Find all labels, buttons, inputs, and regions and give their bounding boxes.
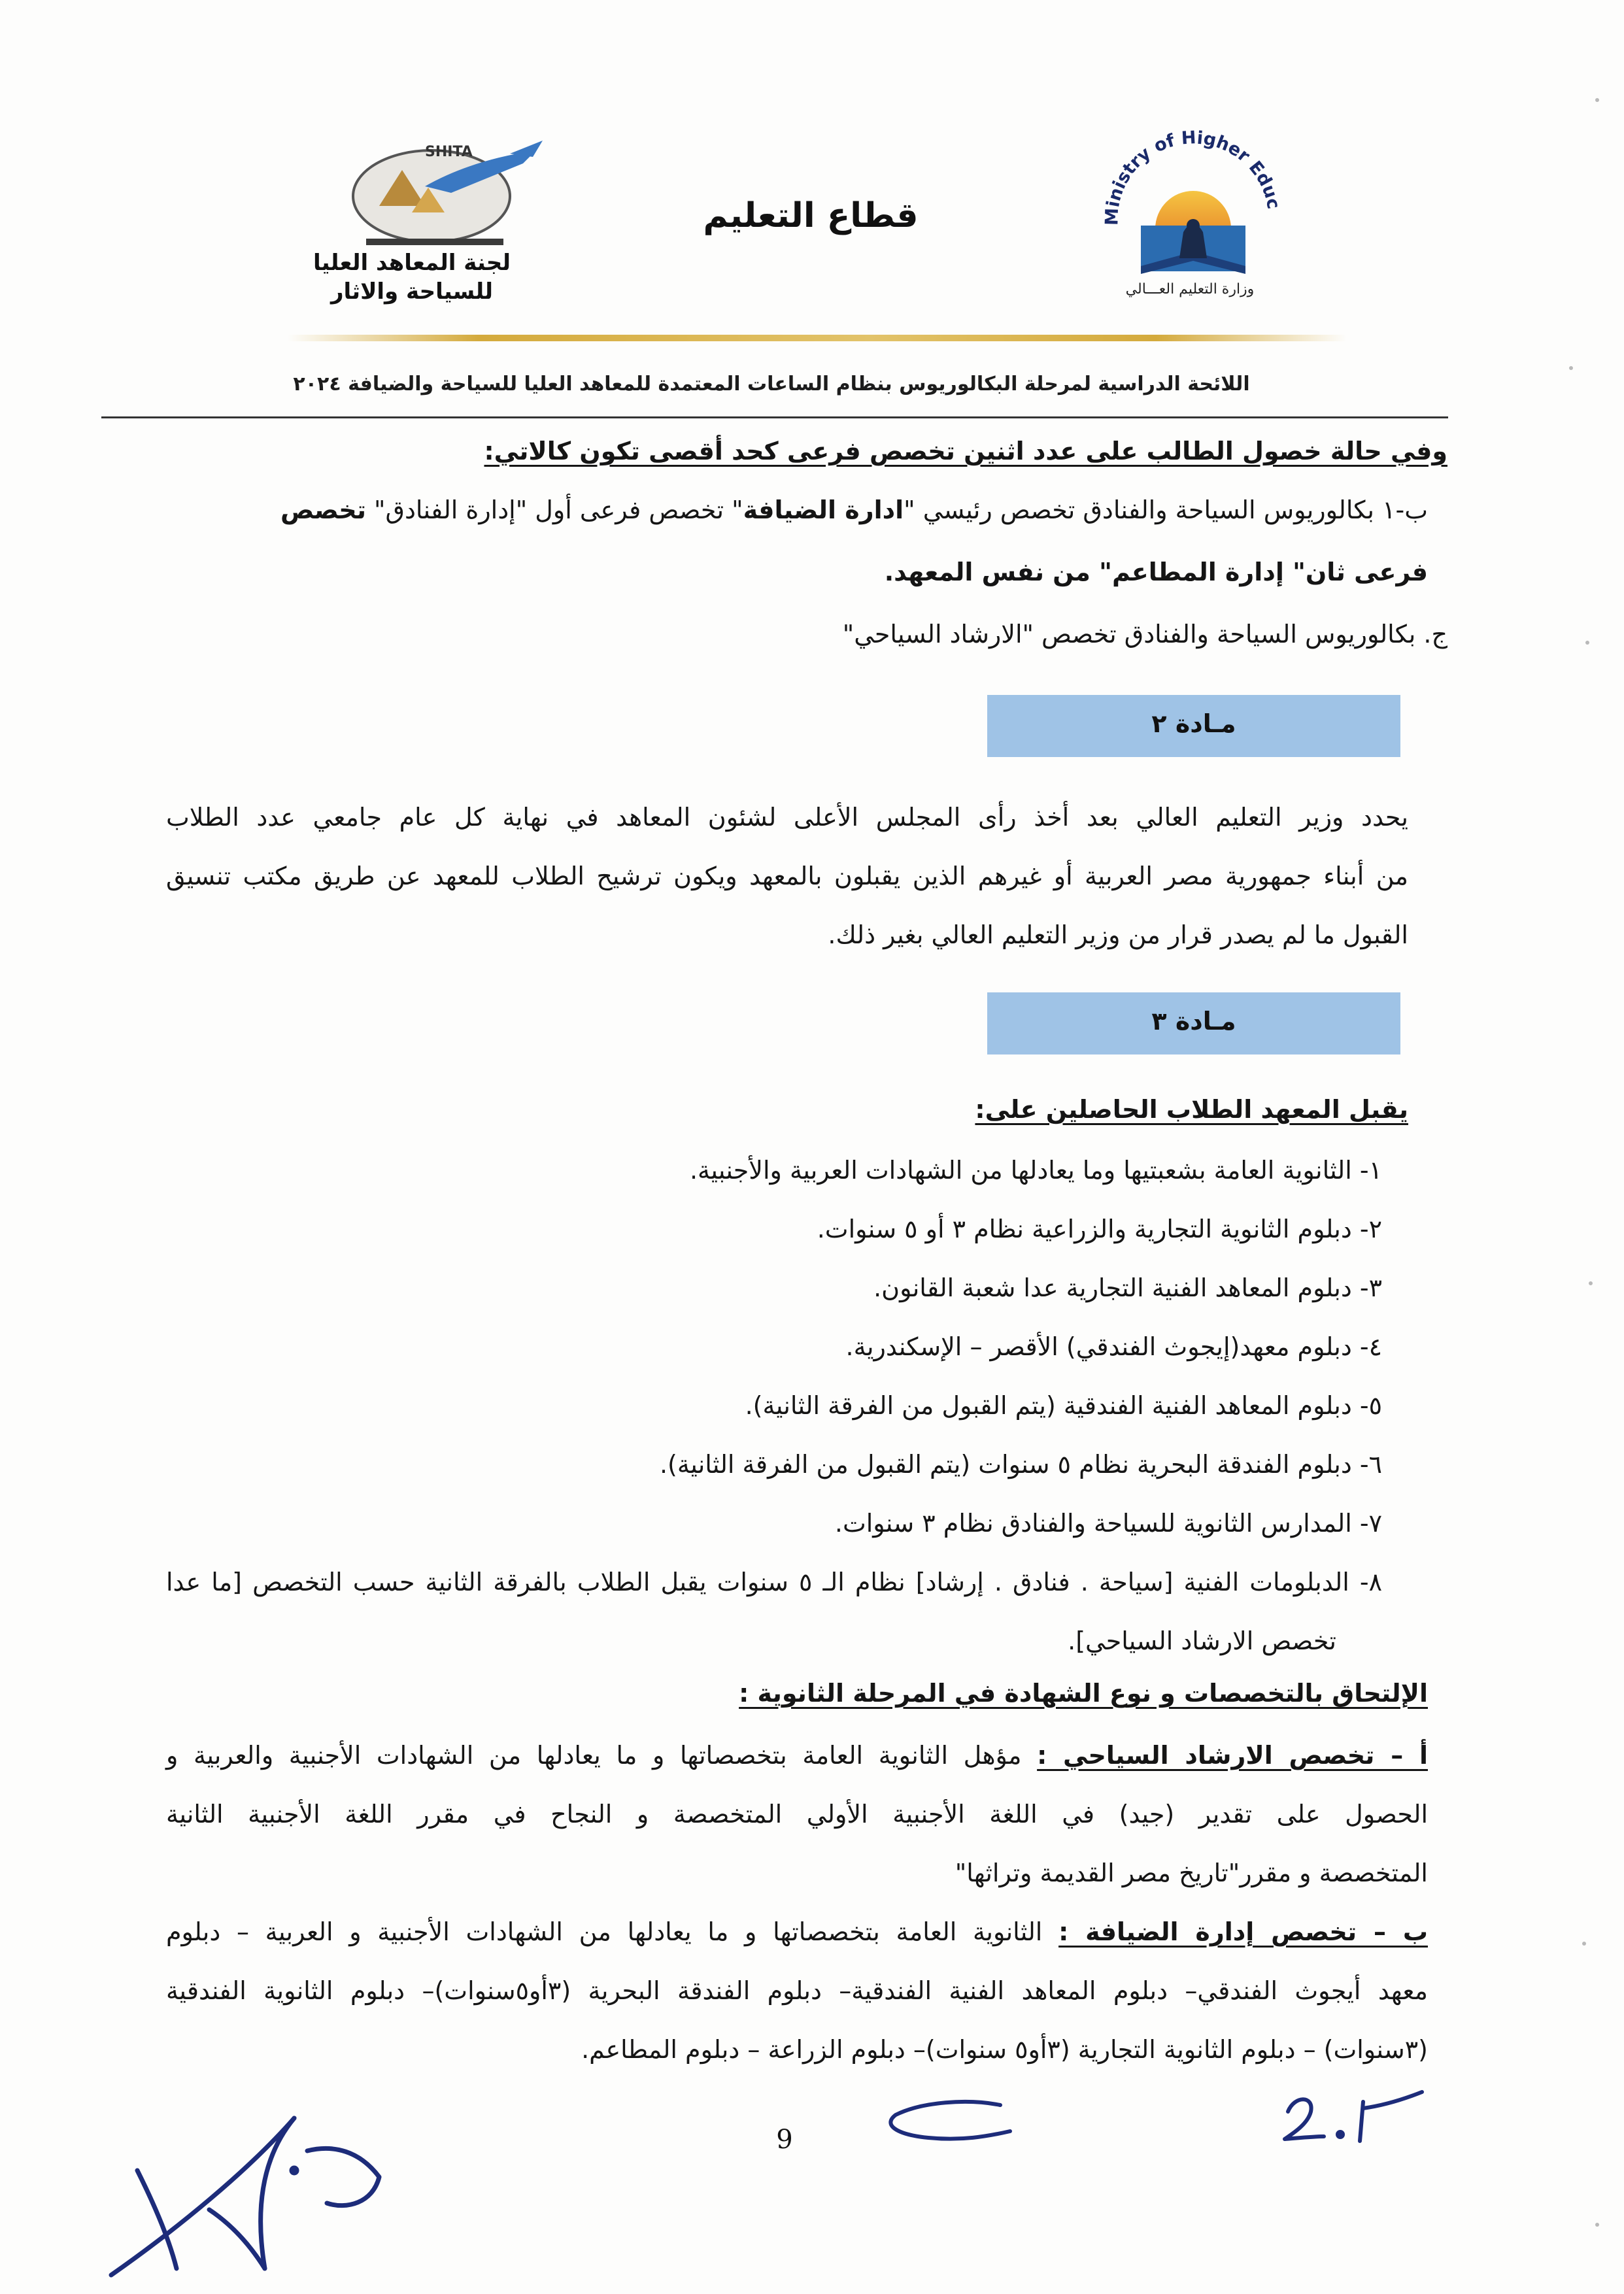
article-3-item-7: ٧- المدارس الثانوية للسياحة والفنادق نظام ٣ سنوات. (834, 1509, 1382, 1538)
scan-speck (1569, 366, 1573, 370)
article-3-item-4: ٤- دبلوم معهد(إيجوث الفندقي) الأقصر – الإسكندرية. (845, 1332, 1382, 1361)
subtitle-rule (101, 416, 1448, 418)
intro-item-c: ج. بكالوريوس السياحة والفنادق تخصص "الارشاد السياحي" (842, 620, 1447, 649)
header-gold-rule (288, 335, 1347, 341)
page-number: 9 (776, 2125, 793, 2155)
signature-middle (870, 2085, 1013, 2164)
admission-b-line3: (٣سنوات) – دبلوم الثانوية التجارية (٣أو٥ سنوات)– دبلوم الزراعة – دبلوم المطاعم. (581, 2035, 1428, 2064)
committee-name (275, 248, 549, 306)
signature-left (98, 2079, 438, 2288)
admission-b-line2: معهد أيجوث الفندقي– دبلوم المعاهد الفنية الفندقية– دبلوم الفندقة البحرية (٣أو٥سنوات)– دبلوم الثانوية الفندقية (166, 1976, 1429, 2005)
article-3-item-8-continuation: تخصص الارشاد السياحي]. (1068, 1627, 1336, 1655)
scan-speck (1595, 2223, 1599, 2227)
article-3-item-6: ٦- دبلوم الفندقة البحرية نظام ٥ سنوات (يتم القبول من الفرقة الثانية). (659, 1450, 1382, 1479)
admission-b-line1 (166, 1915, 1428, 1948)
article-3-title: مـادة ٣ (1151, 1007, 1236, 1036)
admission-b-label: ب – تخصص إدارة الضيافة : (1058, 1917, 1429, 1946)
admission-a-label: أ – تخصص الارشاد السياحي : (1037, 1741, 1428, 1770)
signature-right (1275, 2079, 1432, 2151)
ministry-caption: وزارة التعليم العـــالي (1125, 281, 1255, 297)
scan-speck (1585, 641, 1589, 645)
article-2-line3: القبول ما لم يصدر قرار من وزير التعليم العالي بغير ذلك. (828, 920, 1408, 949)
article-2-line1: يحدد وزير التعليم العالي بعد أخذ رأى المجلس الأعلى لشئون المعاهد في نهاية كل عام جامعي عدد الطلاب (166, 803, 1408, 832)
sector-title: قطاع التعليم (703, 196, 919, 235)
admission-heading: الإلتحاق بالتخصصات و نوع الشهادة في المرحلة الثانوية : (739, 1679, 1428, 1708)
admission-a-line1 (166, 1739, 1428, 1772)
committee-logo-text: SHITA (425, 144, 473, 160)
article-2-line2: من أبناء جمهورية مصر العربية أو غيرهم الذين يقبلون بالمعهد ويكون ترشيح الطلاب للمعهد عن طريق مكتب تنسيق (166, 862, 1408, 890)
article-3-lead: يقبل المعهد الطلاب الحاصلين على: (975, 1095, 1408, 1124)
scan-speck (1589, 1281, 1593, 1285)
article-3-item-1: ١- الثانوية العامة بشعبتيها وما يعادلها من الشهادات العربية والأجنبية. (689, 1156, 1382, 1185)
article-3-item-5: ٥- دبلوم المعاهد الفنية الفندقية (يتم القبول من الفرقة الثانية). (745, 1391, 1382, 1420)
scan-speck (1595, 98, 1599, 102)
admission-a-text: مؤهل الثانوية العامة بتخصصاتها و ما يعادلها من الشهادات الأجنبية والعربية و (166, 1741, 1038, 1770)
article-2-heading-band (987, 695, 1400, 757)
committee-name-line1: لجنة المعاهد العليا (313, 250, 511, 276)
intro-b1-part-d: تخصص (280, 496, 366, 524)
article-3-item-3: ٣- دبلوم المعاهد الفنية التجارية عدا شعبة القانون. (873, 1274, 1382, 1302)
article-3-item-8: ٨- الدبلومات الفنية [سياحة . فنادق . إرشاد] نظام الـ ٥ سنوات يقبل الطلاب بالفرقة الثانية حسب التخصص [ما عدا (166, 1568, 1382, 1596)
article-3-heading-band (987, 992, 1400, 1054)
scan-speck (1582, 1942, 1586, 1946)
intro-heading: وفي حالة خصول الطالب على عدد اثنين تخصص فرعى كحد أقصى تكون كالاتي: (484, 437, 1447, 465)
article-2-title: مـادة ٢ (1151, 709, 1236, 738)
committee-logo (327, 134, 562, 252)
intro-item-b1-line1 (120, 494, 1428, 526)
document-subtitle: اللائحة الدراسية لمرحلة البكالوريوس بنظام الساعات المعتمدة للمعاهد العليا للسياحة والضيافة ٢٠٢٤ (293, 373, 1250, 396)
admission-a-line3: المتخصصة و مقرر"تاريخ مصر القديمة وتراثها" (955, 1859, 1428, 1887)
committee-name-line2: للسياحة والاثار (330, 278, 494, 305)
article-3-item-2: ٢- دبلوم الثانوية التجارية والزراعية نظام ٣ أو ٥ سنوات. (817, 1215, 1382, 1243)
intro-item-b1-line2: فرعى ثان" إدارة المطاعم" من نفس المعهد. (884, 558, 1428, 586)
admission-b-text: الثانوية العامة بتخصصاتها و ما يعادلها من الشهادات الأجنبية و العربية – دبلوم (166, 1917, 1059, 1946)
ministry-logo-text: Ministry of Higher Educ (1102, 127, 1284, 226)
admission-a-line2: الحصول على تقدير (جيد) في اللغة الأجنبية الأولي المتخصصة و النجاح في مقرر اللغة الأجنبية الثانية (166, 1800, 1428, 1829)
intro-b1-part-a: ب-١ بكالوريوس السياحة والفنادق تخصص رئيسي " (904, 496, 1428, 524)
intro-b1-part-b: ادارة الضيافة (743, 496, 904, 524)
intro-b1-part-c: " تخصص فرعى أول "إدارة الفنادق" (365, 496, 743, 524)
